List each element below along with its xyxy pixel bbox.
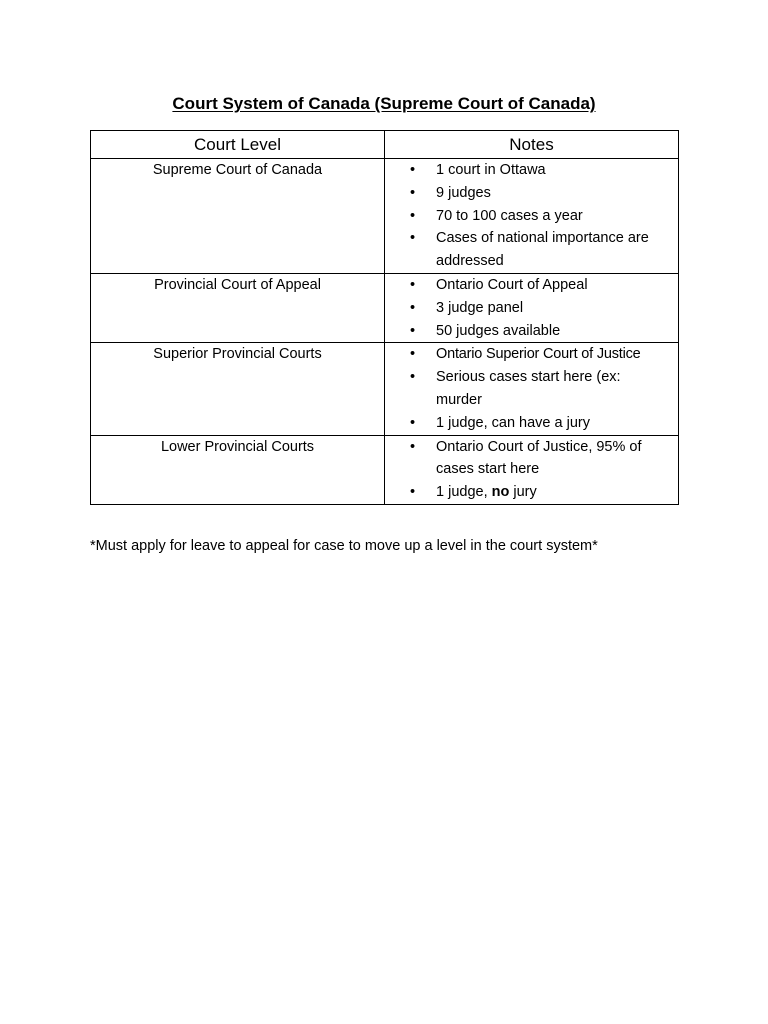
notes-list: [385, 274, 678, 342]
emphasis-no: no: [491, 484, 510, 501]
list-item: • 9 judges: [385, 182, 678, 205]
court-table: [90, 130, 679, 505]
list-item: • Ontario Superior Court of Justice: [385, 343, 678, 366]
list-item: • Ontario Court of Justice, 95% of cases start here: [385, 436, 678, 482]
list-item: • Ontario Court of Appeal: [385, 274, 678, 297]
page-title: Court System of Canada (Supreme Court of Canada): [172, 94, 596, 113]
court-level-cell: Lower Provincial Courts: [91, 435, 385, 504]
list-item: • 1 judge, can have a jury: [385, 412, 678, 435]
notes-cell: [385, 159, 679, 274]
list-item: • Cases of national importance are addressed: [385, 227, 678, 273]
table-row: [91, 343, 679, 435]
court-level-cell: Supreme Court of Canada: [91, 159, 385, 274]
table-header-row: [91, 131, 679, 159]
notes-list: [385, 343, 678, 434]
list-item: • Serious cases start here (ex: murder: [385, 366, 678, 412]
list-item: • 50 judges available: [385, 320, 678, 343]
header-court-level: Court Level: [91, 131, 385, 159]
notes-cell: [385, 343, 679, 435]
header-notes: Notes: [385, 131, 679, 159]
notes-cell: [385, 435, 679, 504]
notes-list: [385, 159, 678, 273]
table-row: [91, 273, 679, 342]
table-row: [91, 159, 679, 274]
list-item: • 3 judge panel: [385, 297, 678, 320]
table-row: [91, 435, 679, 504]
list-item: • 1 court in Ottawa: [385, 159, 678, 182]
list-item: • 1 judge, no jury: [385, 481, 678, 504]
court-level-cell: Superior Provincial Courts: [91, 343, 385, 435]
list-item: • 70 to 100 cases a year: [385, 205, 678, 228]
notes-cell: [385, 273, 679, 342]
footer-note: *Must apply for leave to appeal for case to move up a level in the court system*: [90, 538, 598, 554]
court-level-cell: Provincial Court of Appeal: [91, 273, 385, 342]
notes-list: [385, 436, 678, 504]
